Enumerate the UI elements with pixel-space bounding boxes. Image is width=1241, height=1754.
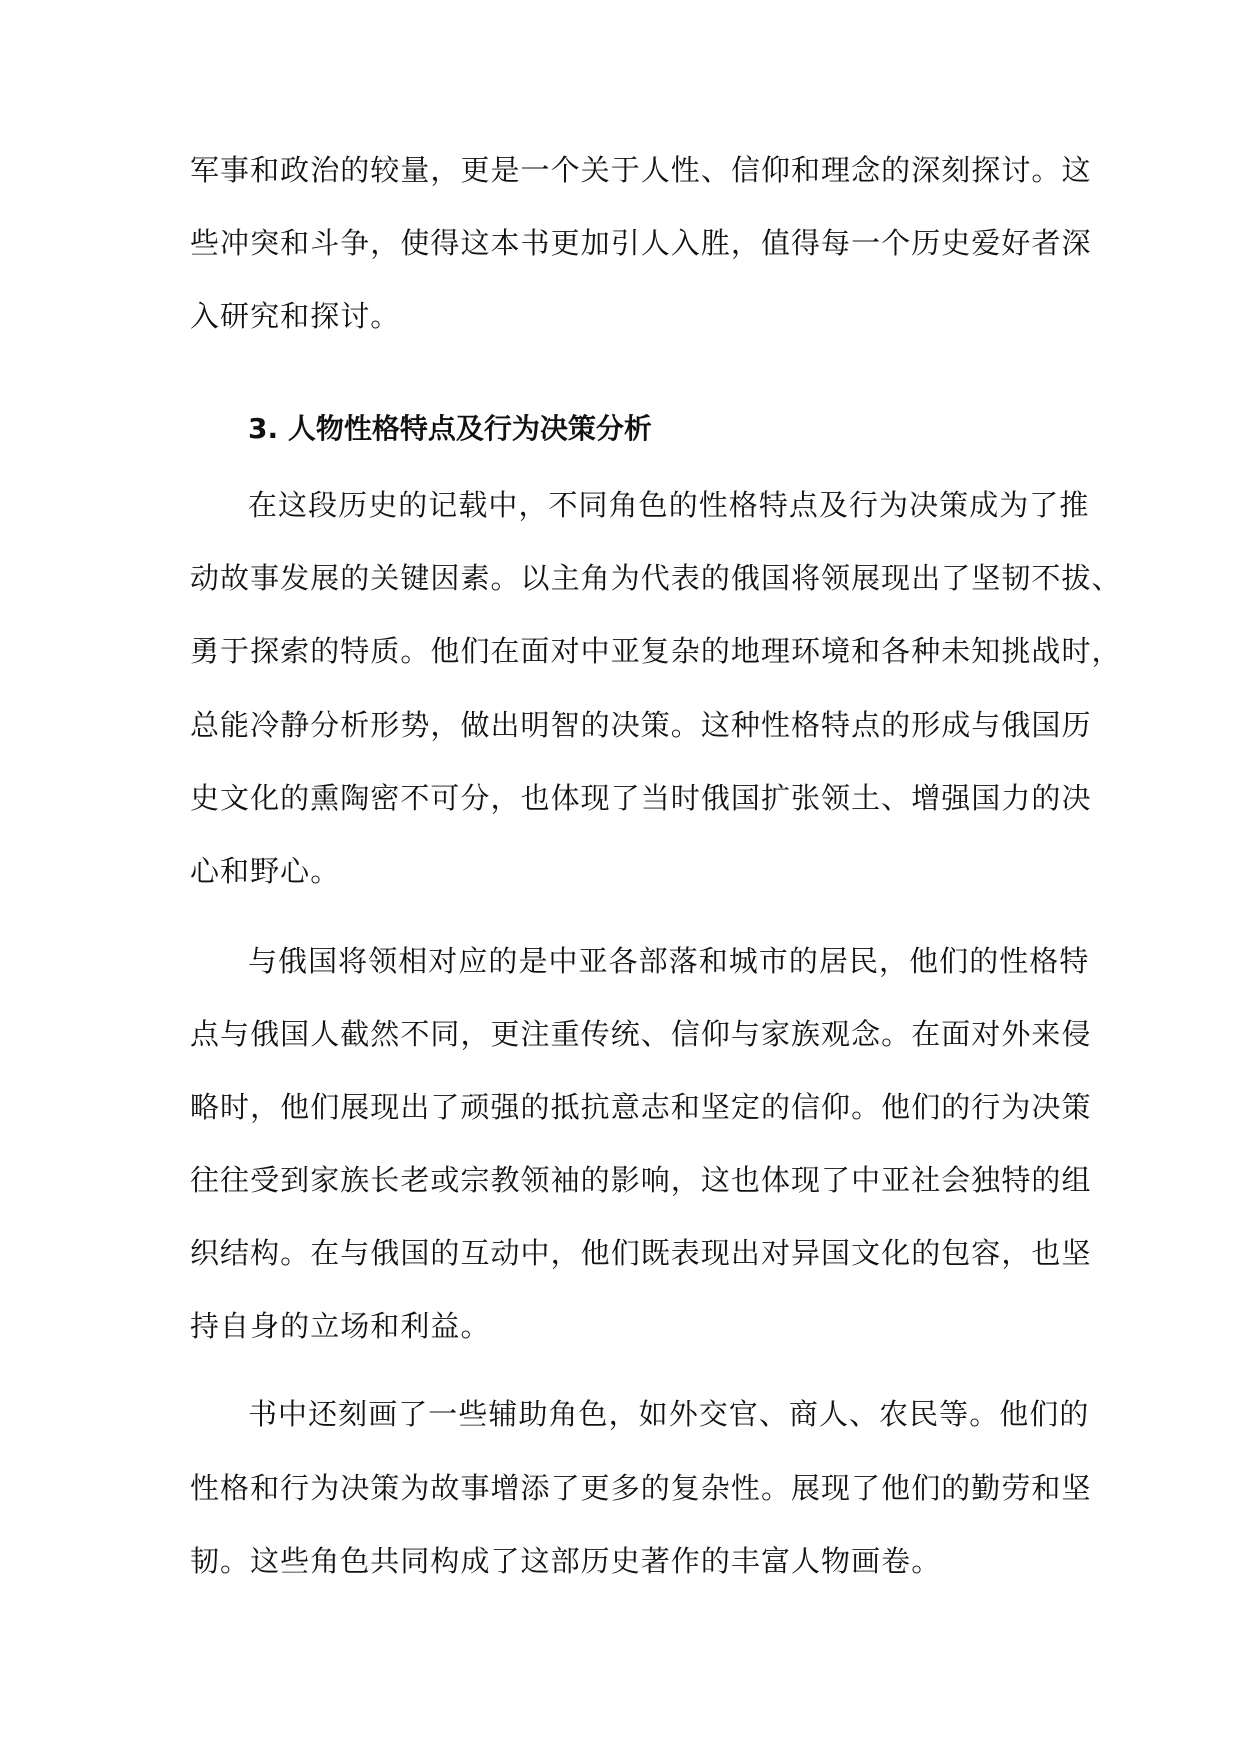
paragraph-1-line-3: 入研究和探讨。 (190, 299, 401, 333)
paragraph-3-line-4: 往往受到家族长老或宗教领袖的影响，这也体现了中亚社会独特的组 (190, 1163, 1092, 1197)
paragraph-3-line-2: 点与俄国人截然不同，更注重传统、信仰与家族观念。在面对外来侵 (190, 1017, 1092, 1051)
paragraph-2-line-6: 心和野心。 (190, 854, 341, 888)
section-heading: 3. 人物性格特点及行为决策分析 (248, 412, 652, 445)
paragraph-4-line-1: 书中还刻画了一些辅助角色，如外交官、商人、农民等。他们的 (248, 1397, 1090, 1431)
paragraph-2-line-4: 总能冷静分析形势，做出明智的决策。这种性格特点的形成与俄国历 (190, 708, 1092, 742)
paragraph-1-line-2: 些冲突和斗争，使得这本书更加引人入胜，值得每一个历史爱好者深 (190, 226, 1092, 260)
paragraph-2-line-1: 在这段历史的记载中，不同角色的性格特点及行为决策成为了推 (248, 488, 1090, 522)
paragraph-2-line-2: 动故事发展的关键因素。以主角为代表的俄国将领展现出了坚韧不拔、 (190, 561, 1122, 595)
paragraph-4-line-3: 韧。这些角色共同构成了这部历史著作的丰富人物画卷。 (190, 1544, 942, 1578)
paragraph-3-line-3: 略时，他们展现出了顽强的抵抗意志和坚定的信仰。他们的行为决策 (190, 1090, 1092, 1124)
paragraph-3-line-6: 持自身的立场和利益。 (190, 1309, 491, 1343)
paragraph-2-line-5: 史文化的熏陶密不可分，也体现了当时俄国扩张领土、增强国力的决 (190, 781, 1092, 815)
paragraph-3-line-5: 织结构。在与俄国的互动中，他们既表现出对异国文化的包容，也坚 (190, 1236, 1092, 1270)
paragraph-4-line-2: 性格和行为决策为故事增添了更多的复杂性。展现了他们的勤劳和坚 (190, 1471, 1092, 1505)
paragraph-1-line-1: 军事和政治的较量，更是一个关于人性、信仰和理念的深刻探讨。这 (190, 153, 1092, 187)
paragraph-2-line-3: 勇于探索的特质。他们在面对中亚复杂的地理环境和各种未知挑战时， (190, 634, 1122, 668)
paragraph-3-line-1: 与俄国将领相对应的是中亚各部落和城市的居民，他们的性格特 (248, 944, 1090, 978)
